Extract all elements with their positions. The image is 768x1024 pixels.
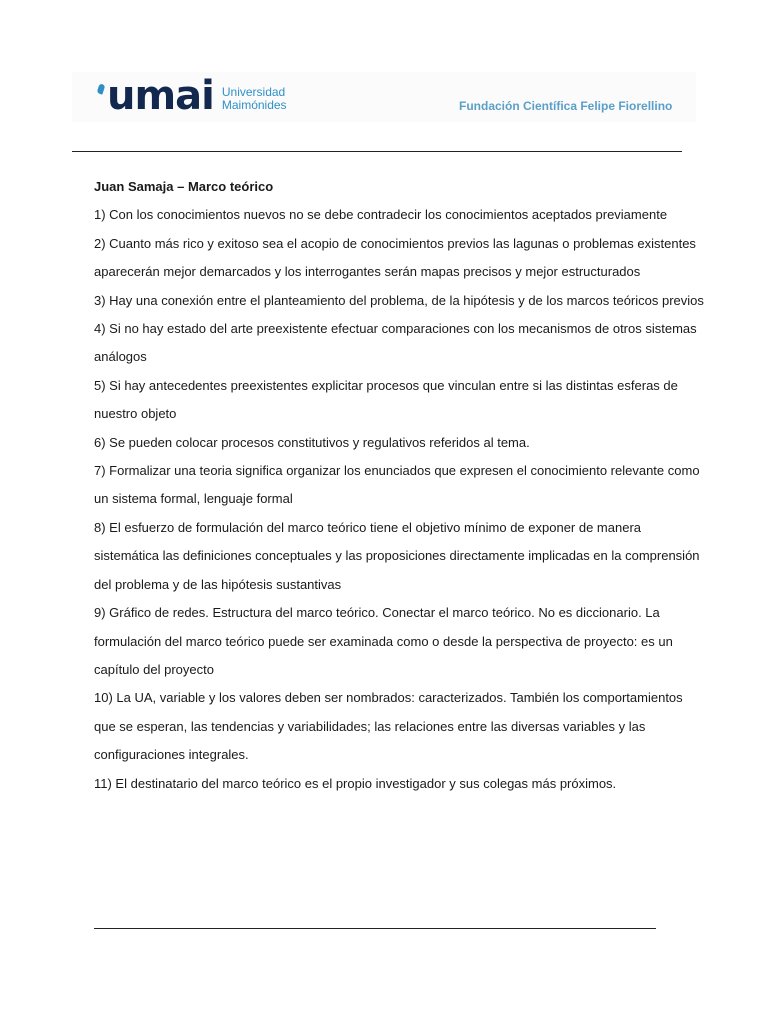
logo-mark: umai [107,73,214,119]
header-divider [72,151,682,152]
list-item: 1) Con los conocimientos nuevos no se debe contradecir los conocimientos aceptados previamente [94,207,668,223]
document-title: Juan Samaja – Marco teórico [94,179,274,194]
list-item: 5) Si hay antecedentes preexistentes explicitar procesos que vinculan entre si las distintas esferas de nuestro objeto [94,377,678,422]
university-logo [98,73,287,119]
list-item: 9) Gráfico de redes. Estructura del marco teórico. Conectar el marco teórico. No es diccionario. La formulación del marco teórico puede ser examinada como o desde la perspectiva de proyecto: es un capítulo del proyecto [94,605,673,677]
document-body [94,173,704,798]
list-item: 3) Hay una conexión entre el planteamiento del problema, de la hipótesis y de los marcos teóricos previos [94,292,704,308]
list-item: 7) Formalizar una teoria significa organizar los enunciados que expresen el conocimiento relevante como un sistema formal, lenguaje formal [94,463,700,507]
foundation-name: Fundación Científica Felipe Fiorellino [459,99,673,113]
list-item: 2) Cuanto más rico y exitoso sea el acopio de conocimientos previos las lagunas o problemas existentes aparecerán mejor demarcados y los interrogantes serán mapas precisos y mejor estructurados [94,235,696,280]
list-item: 6) Se pueden colocar procesos constitutivos y regulativos referidos al tema. [94,434,530,450]
list-item: 10) La UA, variable y los valores deben ser nombrados: caracterizados. También los comportamientos que se esperan, las tendencias y variabilidades; las relaciones entre las diversas variables y las configuraciones integrales. [94,690,683,763]
logo-text [222,86,287,112]
list-item: 4) Si no hay estado del arte preexistente efectuar comparaciones con los mecanismos de otros sistemas análogos [94,321,697,365]
logo-line-2: Maimónides [221,98,287,112]
logo-accent-icon [97,83,106,94]
list-item: 8) El esfuerzo de formulación del marco teórico tiene el objetivo mínimo de exponer de manera sistemática las definiciones conceptuales y las proposiciones directamente implicadas en la comprensión del problema y de las hipótesis sustantivas [94,519,700,592]
list-item: 11) El destinatario del marco teórico es el propio investigador y sus colegas más próximos. [94,775,617,791]
logo-line-1: Universidad [221,85,286,99]
footer-divider [94,928,656,929]
